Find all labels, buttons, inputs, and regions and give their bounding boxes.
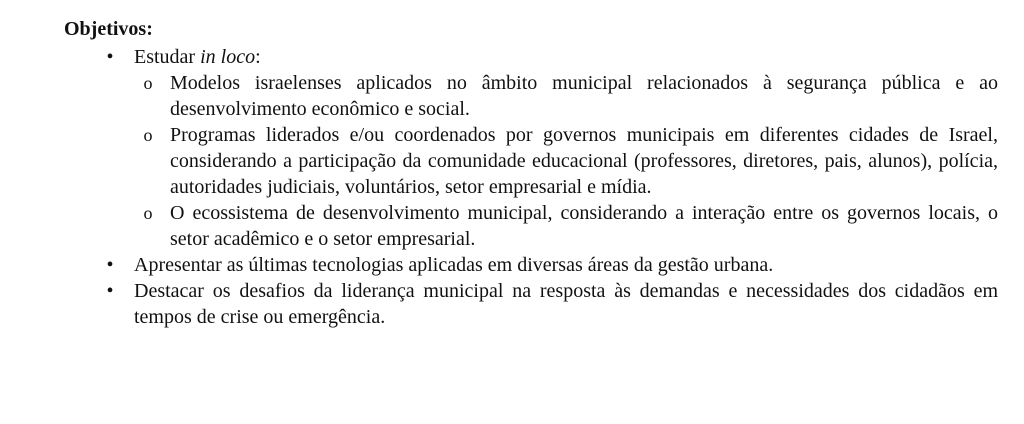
colon-text: : — [255, 46, 261, 68]
circle-bullet-icon: o — [143, 125, 153, 145]
study-intro — [134, 46, 261, 68]
circle-bullet-icon: o — [143, 203, 153, 223]
sublist-item — [143, 200, 998, 252]
circle-bullet-icon: o — [143, 73, 153, 93]
bullet-icon: • — [106, 46, 114, 68]
sublist-item-text: Programas liderados e/ou coordenados por governos municipais em diferentes cidades de Israel, considerando a participação da comunidade educacional (professores, diretores, pais, alunos), polícia, autoridades judiciais, voluntários, setor empresarial e mídia. — [170, 124, 998, 198]
bullet-icon: • — [106, 280, 114, 302]
sublist-item — [143, 122, 998, 200]
study-text: Estudar — [134, 46, 201, 68]
leadership-text: Destacar os desafios da liderança municipal na resposta às demandas e necessidades dos cidadãos em tempos de crise ou emergência. — [134, 280, 998, 328]
study-sublist — [134, 70, 998, 252]
list-item-study — [106, 44, 998, 252]
objectives-heading: Objetivos: — [64, 18, 153, 40]
sublist-item-text: Modelos israelenses aplicados no âmbito municipal relacionados à segurança pública e ao desenvolvimento econômico e social. — [170, 72, 998, 120]
objectives-list — [64, 44, 998, 330]
list-item-leadership — [106, 278, 998, 330]
in-loco-text: in loco — [200, 46, 256, 68]
technologies-text: Apresentar as últimas tecnologias aplicadas em diversas áreas da gestão urbana. — [134, 254, 774, 276]
list-item-technologies — [106, 252, 998, 278]
bullet-icon: • — [106, 254, 114, 276]
sublist-item-text: O ecossistema de desenvolvimento municipal, considerando a interação entre os governos locais, o setor acadêmico e o setor empresarial. — [170, 202, 998, 250]
sublist-item — [143, 70, 998, 122]
